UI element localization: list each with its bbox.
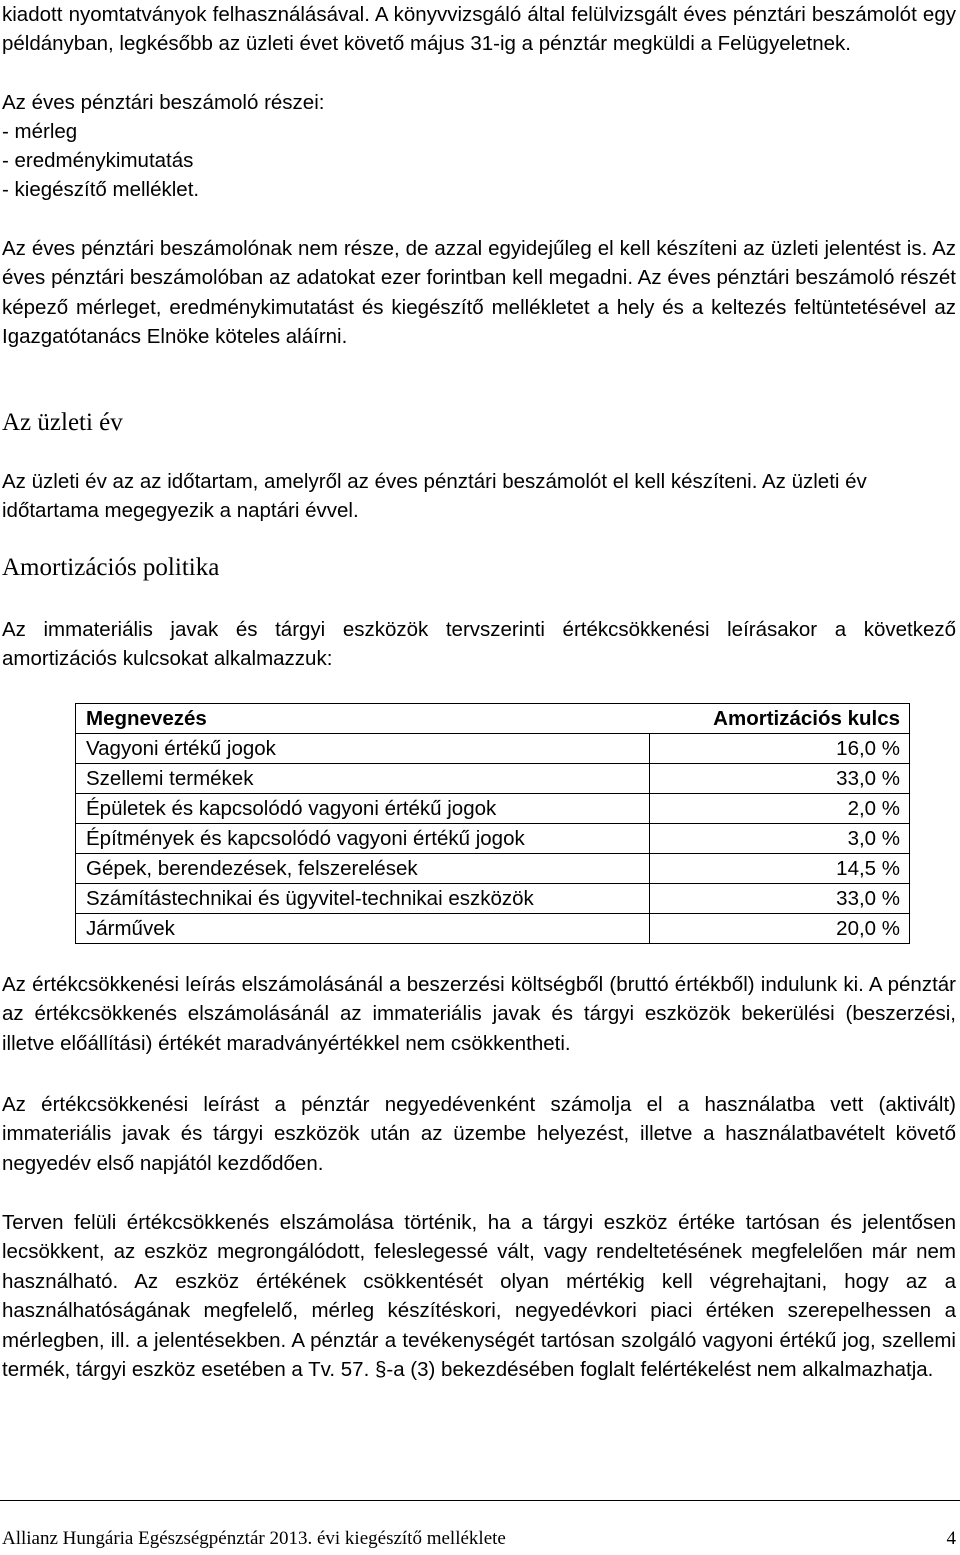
page-number: 4 [946, 1528, 956, 1549]
table-header-row [76, 704, 910, 734]
table-row [76, 914, 910, 944]
table-row [76, 794, 910, 824]
footer-divider [0, 1500, 960, 1501]
table-row [76, 824, 910, 854]
amortization-rate: 3,0 % [650, 824, 910, 854]
asset-name: Vagyoni értékű jogok [76, 734, 650, 764]
report-part-item: - eredménykimutatás [2, 149, 194, 172]
amortization-rate: 16,0 % [650, 734, 910, 764]
asset-name: Építmények és kapcsolódó vagyoni értékű jogok [76, 824, 650, 854]
amortization-rate: 14,5 % [650, 854, 910, 884]
column-header-rate: Amortizációs kulcs [650, 704, 910, 734]
table-row [76, 734, 910, 764]
asset-name: Szellemi termékek [76, 764, 650, 794]
business-report-paragraph: Az éves pénztári beszámolónak nem része, de azzal egyidejűleg el kell készíteni az üzleti jelentést is. Az éves pénztári beszámolóban az adatokat ezer forintban kell megadni. Az éves pénztári beszámoló részét képező mérleget, eredménykimutatást és kiegészítő mellékletet a hely és a keltezés feltüntetésével az Igazgatótanács Elnöke köteles aláírni. [2, 237, 956, 349]
extraordinary-depreciation-paragraph: Terven felüli értékcsökkenés elszámolása történik, ha a tárgyi eszköz értéke tartósan és jelentősen lecsökkent, az eszköz megrongálódott, feleslegessé vált, vagy rendeltetésének megfelelően már nem használható. Az eszköz értékének csökkentését olyan mértékig kell végrehajtani, hogy az a használhatóságának megfelelő, mérleg készítéskori, negyedévkori piaci értéken szerepelhessen a mérlegben, ill. a jelentésekben. A pénztár a tevékenységét tartósan szolgáló vagyoni értékű jog, szellemi termék, tárgyi eszköz esetében a Tv. 57. §-a (3) bekezdésében foglalt felértékelést nem alkalmazhatja. [2, 1211, 956, 1382]
asset-name: Gépek, berendezések, felszerelések [76, 854, 650, 884]
asset-name: Számítástechnikai és ügyvitel-technikai eszközök [76, 884, 650, 914]
table-row [76, 884, 910, 914]
depreciation-basis-paragraph: Az értékcsökkenési leírás elszámolásánál a beszerzési költségből (bruttó értékből) indulunk ki. A pénztár az értékcsökkenés elszámolásánál az immateriális javak és tárgyi eszközök bekerülési (beszerzési, illetve előállítási) értékét maradványértékkel nem csökkentheti. [2, 973, 956, 1055]
amortization-rate: 2,0 % [650, 794, 910, 824]
business-year-paragraph: Az üzleti év az az időtartam, amelyről az éves pénztári beszámolót el kell készíteni. Az üzleti év időtartama megegyezik a naptári évvel. [2, 470, 867, 523]
amortization-rate: 33,0 % [650, 884, 910, 914]
business-year-heading: Az üzleti év [2, 409, 123, 436]
report-part-item: - mérleg [2, 120, 78, 143]
amortization-intro: Az immateriális javak és tárgyi eszközök tervszerinti értékcsökkenési leírásakor a következő amortizációs kulcsokat alkalmazzuk: [2, 618, 956, 671]
amortization-heading: Amortizációs politika [2, 554, 220, 581]
report-parts-title: Az éves pénztári beszámoló részei: [2, 91, 325, 114]
table-row [76, 764, 910, 794]
asset-name: Járművek [76, 914, 650, 944]
intro-paragraph: kiadott nyomtatványok felhasználásával. A könyvvizsgáló által felülvizsgált éves pénztári beszámolót egy példányban, legkésőbb az üzleti évet követő május 31-ig a pénztár megküldi a Felügyeletnek. [2, 3, 956, 56]
column-header-name: Megnevezés [76, 704, 650, 734]
table-row [76, 854, 910, 884]
report-part-item: - kiegészítő melléklet. [2, 178, 200, 201]
quarterly-depreciation-paragraph: Az értékcsökkenési leírást a pénztár negyedévenként számolja el a használatba vett (aktivált) immateriális javak és tárgyi eszközök után az üzembe helyezést, illetve a használatbavételt követő negyedév első napjától kezdődően. [2, 1093, 956, 1175]
amortization-table [75, 703, 910, 944]
amortization-rate: 20,0 % [650, 914, 910, 944]
footer-title: Allianz Hungária Egészségpénztár 2013. évi kiegészítő melléklete [2, 1528, 506, 1549]
amortization-rate: 33,0 % [650, 764, 910, 794]
asset-name: Épületek és kapcsolódó vagyoni értékű jogok [76, 794, 650, 824]
